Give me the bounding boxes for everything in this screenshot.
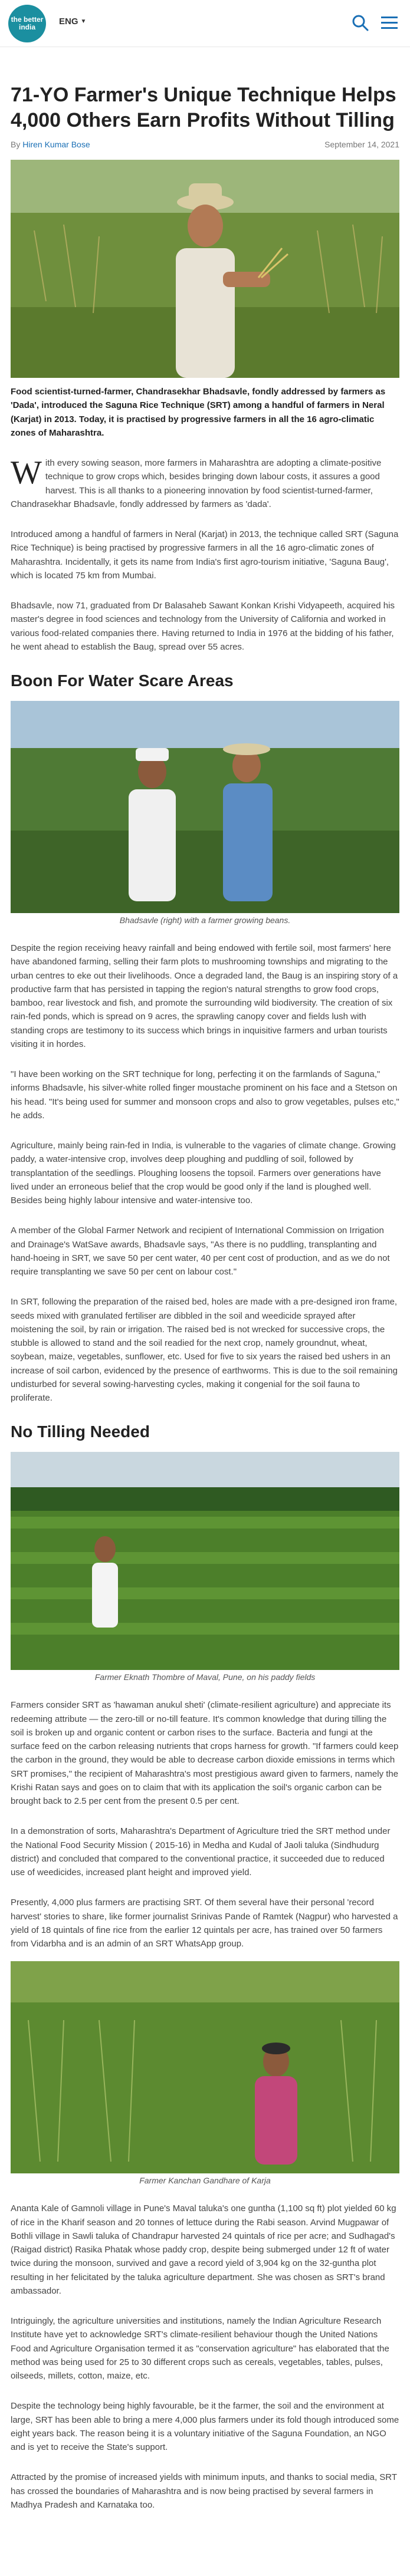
figure-kanchan-gandhare xyxy=(11,1961,399,2185)
photo-eknath-thombre xyxy=(11,1452,399,1670)
figure-eknath-thombre xyxy=(11,1452,399,1682)
top-navigation-bar xyxy=(0,0,410,47)
drop-cap-letter: W xyxy=(11,454,42,491)
photo-kanchan-gandhare xyxy=(11,1961,399,2173)
article-title: 71-YO Farmer's Unique Technique Helps 4,000 Others Earn Profits Without Tilling xyxy=(11,84,396,131)
section-heading: Boon For Water Scare Areas xyxy=(11,671,234,690)
author-prefix: By xyxy=(11,140,21,149)
article-paragraph: A member of the Global Farmer Network and recipient of International Commission on Irrigation and Drainage's WatSave awards, Bhadsavle says, "As there is no puddling, transplanting and hand-hoeing in SRT, we save 50 per cent water, 40 per cent cost of production, and as we do not require transplanting we save 50 per cent on labour cost." xyxy=(11,1226,390,1277)
byline xyxy=(11,140,399,149)
figure-caption: Farmer Eknath Thombre of Maval, Pune, on his paddy fields xyxy=(94,1672,316,1682)
article-paragraph: Bhadsavle, now 71, graduated from Dr Balasaheb Sawant Konkan Krishi Vidyapeeth, acquired his master's degree in food sciences and technology from the University of California and worked in various food-related companies there. Having returned to India in 1976 at the bidding of his father, he went ahead to establish the Baug, spread over 55 acres. xyxy=(11,601,395,652)
article-paragraph: Attracted by the promise of increased yields with minimum inputs, and thanks to social media, SRT has crossed the boundaries of Maharashtra and is now being practised by several farmers in Madhya Pradesh and Karnataka too. xyxy=(11,2472,397,2510)
section-heading: No Tilling Needed xyxy=(11,1422,150,1441)
chevron-down-icon: ▼ xyxy=(80,18,87,25)
article-paragraph: "I have been working on the SRT technique for long, perfecting it on the farmlands of Saguna," informs Bhadsavle, his silver-white rolled finger moustache prominent on his face and a Stetson on his head. "It's being used for summer and monsoon crops and also to grow vegetables, pulses etc," he adds. xyxy=(11,1069,399,1121)
logo-text: the better india xyxy=(11,15,44,31)
figure-caption: Farmer Kanchan Gandhare of Karja xyxy=(139,2176,271,2186)
article-paragraph: Despite the technology being highly favourable, be it the farmer, the soil and the environment at large, SRT has been able to bring a mere 4,000 plus farmers under its fold though introduced some eight years back. The reason being it is a voluntary initiative of the Saguna Foundation, an NGO and is yet to receive the State's support. xyxy=(11,2401,399,2452)
paragraph-text: ith every sowing season, more farmers in Maharashtra are adopting a climate-positive technique to grow crops which, besides bringing down labour costs, it assures a good harvest. This is all thanks to a pioneering innovation by food scientist-turned-farmer, Chandrasekhar Bhadsavle, fondly addressed by farmers as 'dada'. xyxy=(11,458,382,509)
site-logo[interactable] xyxy=(8,5,46,42)
hamburger-menu-icon[interactable] xyxy=(381,15,398,31)
article-paragraph: In SRT, following the preparation of the raised bed, holes are made with a pre-designed iron frame, seeds mixed with granulated fertiliser are dibbled in the soil and weedicide sprayed after moistening the soil, by rain or irrigation. The raised bed is not wrecked for successive crops, the stubble is allowed to stand and the soil readied for the next crop, namely groundnut, wheat, soybean, maize, vegetables, sunflower, etc. Used for five to six years the raised bed ushers in an increase of soil carbon, evidenced by the presence of earthworms. This is due to the soil remaining undisturbed for several sowing-harvesting cycles, making it congenial for the soil fauna to proliferate. xyxy=(11,1297,398,1403)
search-icon[interactable] xyxy=(352,14,369,32)
article-paragraph: Ananta Kale of Gamnoli village in Pune's Maval taluka's one guntha (1,100 sq ft) plot yielded 60 kg of rice in the Kharif season and 20 tonnes of lettuce during the Rabi season. Arvind Mugpawar of Bothli village in Sawli taluka of Chandrapur harvested 24 quintals of rice per acre; and Sudhagad's (Raigad district) Rasika Phatak whose paddy crop, despite being submerged under 12 ft of water twice during the monsoon, survived and gave a record yield of 3,904 kg on the 32-guntha plot resulting in her felicitated by the taluka agriculture department. She was chosen as SRT's brand ambassador. xyxy=(11,2203,396,2296)
lead-caption: Food scientist-turned-farmer, Chandrasekhar Bhadsavle, fondly addressed by farmers as 'Dada', introduced the Saguna Rice Technique (SRT) among a handful of farmers in Neral (Karjat) in 2013. Today, it is practised by progressive farmers in all the 16 agro-climatic zones of Maharashtra. xyxy=(11,387,386,438)
language-label: ENG xyxy=(59,17,78,27)
article-paragraph: Despite the region receiving heavy rainfall and being endowed with fertile soil, most farmers' here have abandoned farming, selling their farm plots to mushrooming townships and migrating to the urban centres to eke out their livelihoods. Once a degraded land, the Baug is an inspiring story of a productive farm that has persisted in tapping the region's natural strengths to grow food crops, bamboo, rear livestock and fish, and promote the surrounding wild biodiversity. The creation of six rain-fed ponds, which is spread on 9 acres, the sprawling canopy cover and fields lush with standing crops are testimony to its success which brings in inquisitive farmers and urban tourists visiting it in hordes. xyxy=(11,943,398,1049)
figure-bhadsavle-farmer xyxy=(11,701,399,925)
article-paragraph: Introduced among a handful of farmers in Neral (Karjat) in 2013, the technique called SRT (Saguna Rice Technique) is being practised by progressive farmers in all the 16 agro-climatic zones of Maharashtra. Incidentally, it gets its name from India's first agro-tourism initiative, 'Saguna Baug', which is located 75 km from Mumbai. xyxy=(11,529,399,581)
article-paragraph: Intriguingly, the agriculture universities and institutions, namely the Indian Agriculture Research Institute have yet to acknowledge SRT's climate-resilient behaviour though the United Nations Food and Agriculture Organisation termed it as "conservation agriculture" has elaborated that the method was being used for 25 to 30 different crops such as cereals, vegetables, tables, pulses, oilseeds, millets, cotton, maize, etc. xyxy=(11,2316,389,2381)
article-paragraph xyxy=(11,456,399,511)
article-paragraph: Presently, 4,000 plus farmers are practising SRT. Of them several have their personal 'record harvest' stories to share, like former journalist Srinivas Pande of Ramtek (Nagpur) who harvested a yield of 18 quintals of fine rice from the earlier 12 quintals per acre, has trained over 50 farmers from Vidarbha and is an admin of an SRT WhatsApp group. xyxy=(11,1898,398,1949)
article-paragraph: In a demonstration of sorts, Maharashtra's Department of Agriculture tried the SRT method under the National Food Security Mission ( 2015-16) in Medha and Kudal of Jaoli taluka (Sindhudurg district) and concluded that compared to the conventional practice, it succeeded due to reduced use of weedicides, increased plant height and improved yield. xyxy=(11,1826,391,1877)
author-link[interactable]: Hiren Kumar Bose xyxy=(22,140,90,149)
lead-photo xyxy=(11,160,399,378)
photo-bhadsavle-farmer xyxy=(11,701,399,913)
publish-date: September 14, 2021 xyxy=(324,140,399,149)
figure-caption: Bhadsavle (right) with a farmer growing beans. xyxy=(119,915,291,925)
article-paragraph: Farmers consider SRT as 'hawaman anukul sheti' (climate-resilient agriculture) and appreciate its redeeming attribute — the zero-till or no-till feature. It's common knowledge that during tilling the soil is broken up and organic content or carbon rises to the surface. Bacteria and fungi at the surface feed on the carbon releasing nutrients that crops harness for growth. "If farmers could keep the carbon in the ground, they would be able to decrease carbon dioxide emissions in terms which SRT promises," the recipient of Maharashtra's most prestigious award given to farmers, namely the Krishi Ratan says and goes on to claim that with its application the soil's organic carbon can be brought back to 2.5 per cent from the present 0.5 per cent. xyxy=(11,1700,399,1806)
language-selector[interactable] xyxy=(59,17,86,27)
article-paragraph: Agriculture, mainly being rain-fed in India, is vulnerable to the vagaries of climate change. Growing paddy, a water-intensive crop, involves deep ploughing and puddling of soil, followed by transplantation of the seedlings. Ploughing loosens the topsoil. Farmers over generations have lived under an erroneous belief that the crop would be good only if the land is ploughed well. Besides being highly labour intensive and water-intensive too. xyxy=(11,1141,396,1205)
author-line xyxy=(11,140,90,149)
lead-figure xyxy=(11,160,399,440)
article-body xyxy=(0,83,410,2512)
